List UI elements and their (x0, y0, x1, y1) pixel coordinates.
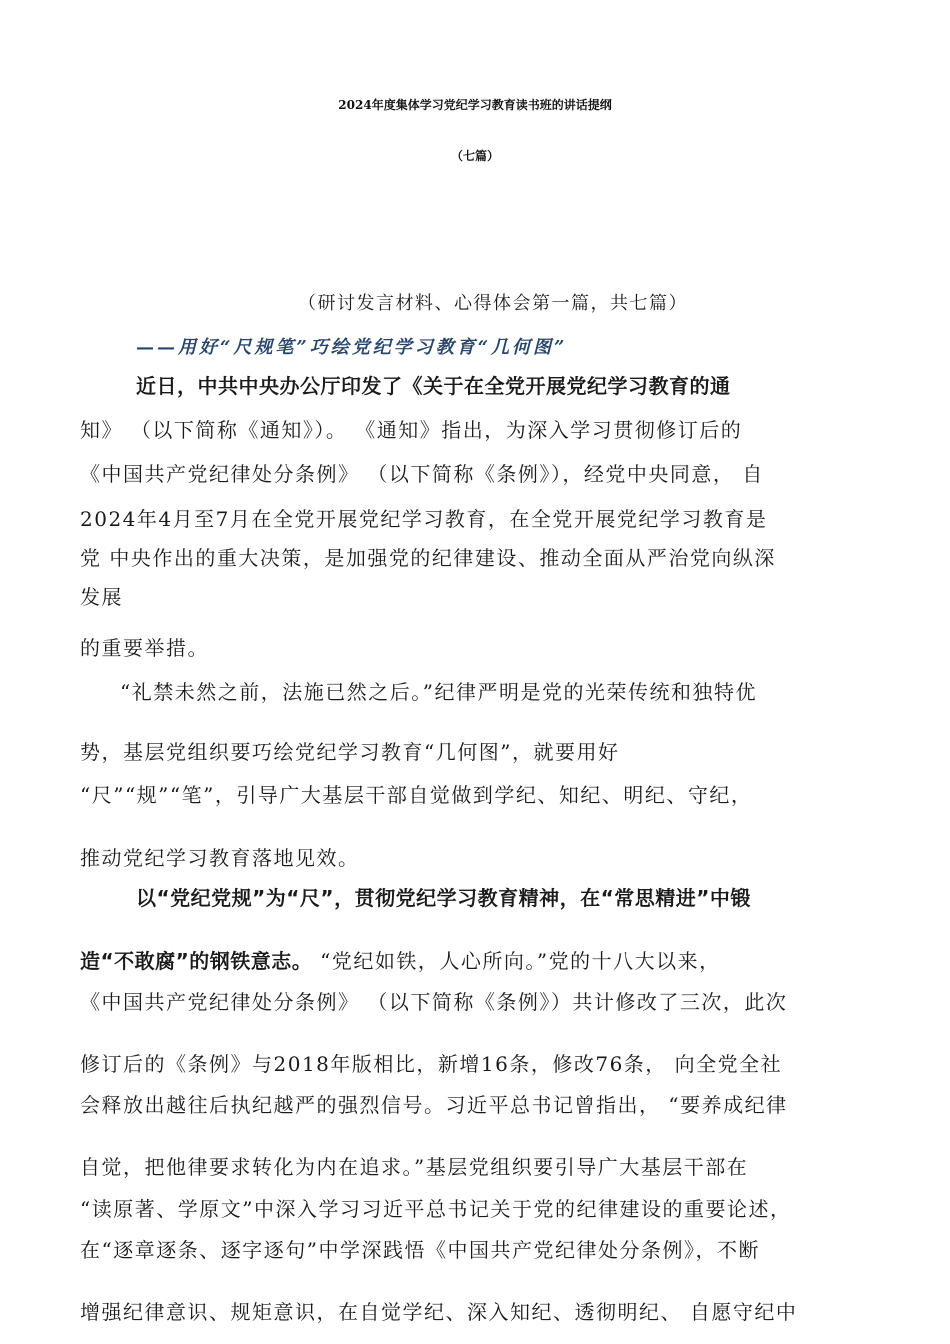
paragraph-line: 修订后的《条例》与2018年版相比，新增16条，修改76条， 向全党全社 (80, 1052, 783, 1076)
paragraph-line: 《中国共产党纪律处分条例》 （以下简称《条例》），经党中央同意， 自 (80, 462, 764, 486)
paragraph-bold-lead: 以“党纪党规”为“尺”，贯彻党纪学习教育精神，在“常思精进”中锻 (136, 886, 751, 910)
paragraph-line: 发展 (80, 585, 123, 609)
paragraph-line: 推动党纪学习教育落地见效。 (80, 846, 360, 870)
paragraph-line: “读原著、学原文”中深入学习习近平总书记关于党的纪律建设的重要论述， (80, 1197, 792, 1221)
paragraph-line: 在“逐章逐条、逐字逐句”中学深践悟《中国共产党纪律处分条例》，不断 (80, 1238, 760, 1262)
document-subtitle: （研讨发言材料、心得体会第一篇，共七篇） (298, 293, 688, 314)
paragraph-line: 党 中央作出的重大决策，是加强党的纪律建设、推动全面从严治党向纵深 (80, 546, 776, 570)
paragraph-line: 的重要举措。 (80, 636, 209, 660)
paragraph-bold-lead-end: 造“不敢腐”的钢铁意志。 (80, 949, 313, 973)
paragraph-line-continuation: “党纪如铁，人心所向。”党的十八大以来， (312, 949, 721, 973)
document-title: 2024年度集体学习党纪学习教育读书班的讲话提纲 (338, 98, 612, 112)
paragraph-line: 2024年4月至7月在全党开展党纪学习教育，在全党开展党纪学习教育是 (80, 507, 768, 531)
paragraph-line: 近日，中共中央办公厅印发了《关于在全党开展党纪学习教育的通 (136, 374, 731, 398)
paragraph-line: 增强纪律意识、规矩意识，在自觉学纪、深入知纪、透彻明纪、 自愿守纪中 (80, 1300, 798, 1324)
document-title-count: （七篇） (450, 149, 499, 163)
section-heading: ——用好“尺规笔”巧绘党纪学习教育“几何图” (136, 337, 568, 358)
paragraph-line: 《中国共产党纪律处分条例》 （以下简称《条例》）共计修改了三次，此次 (80, 990, 788, 1014)
paragraph-line-mixed (80, 945, 721, 974)
paragraph-line: 会释放出越往后执纪越严的强烈信号。习近平总书记曾指出， “要养成纪律 (80, 1093, 788, 1117)
paragraph-line: “礼禁未然之前，法施已然之后。”纪律严明是党的光荣传统和独特优 (120, 680, 757, 704)
paragraph-line: “尺”“规”“笔”，引导广大基层干部自觉做到学纪、知纪、明纪、守纪， (80, 783, 753, 807)
paragraph-line: 自觉，把他律要求转化为内在追求。”基层党组织要引导广大基层干部在 (80, 1155, 749, 1179)
paragraph-line: 知》 （以下简称《通知》）。 《通知》指出，为深入学习贯彻修订后的 (80, 418, 743, 442)
paragraph-line: 势，基层党组织要巧绘党纪学习教育“几何图”，就要用好 (80, 740, 620, 764)
